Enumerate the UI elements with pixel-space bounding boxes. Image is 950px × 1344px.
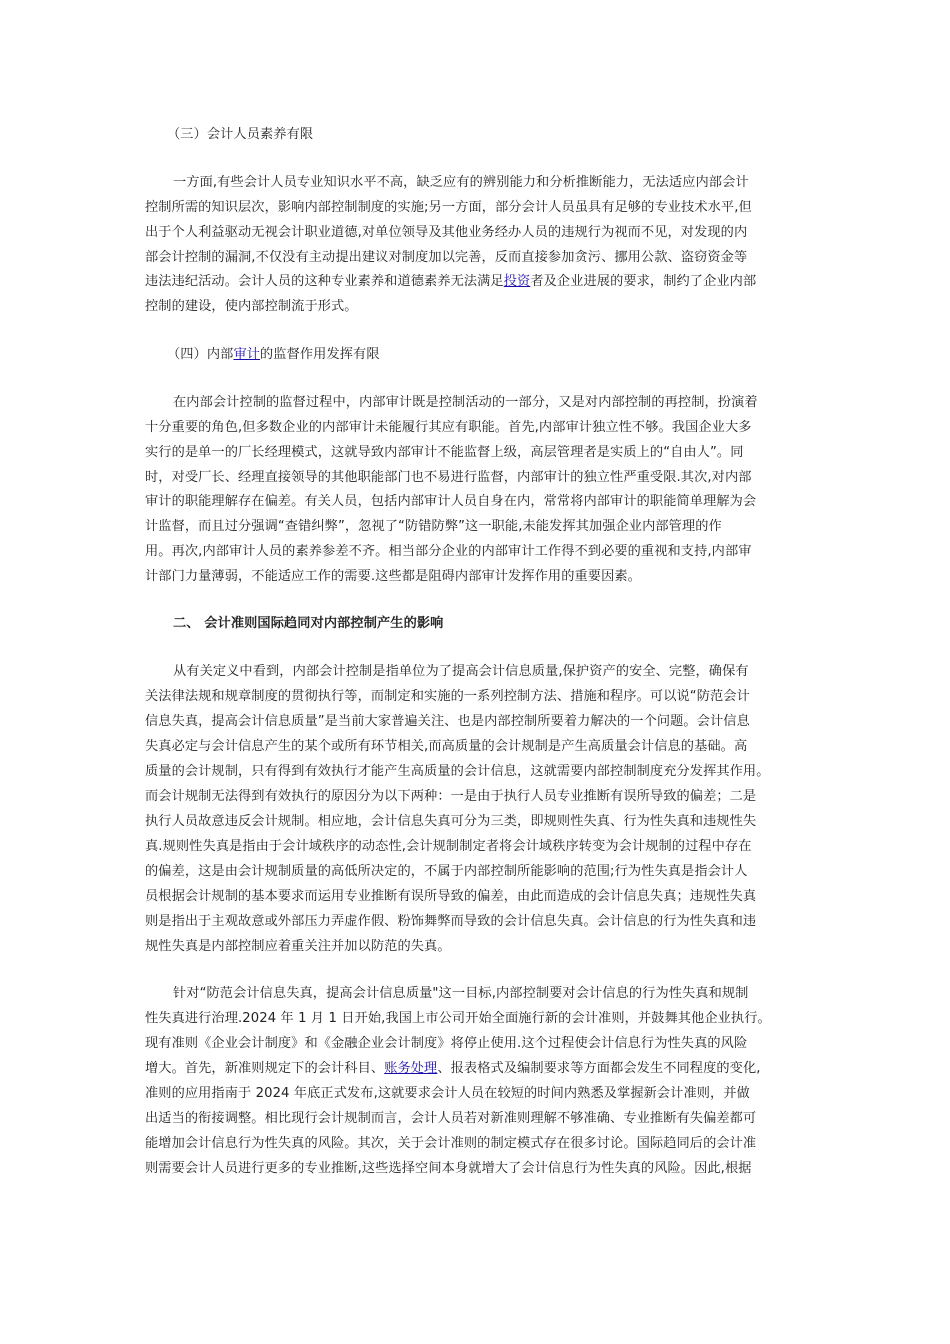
paragraph-line: 用。再次,内部审计人员的素养参差不齐。相当部分企业的内部审计工作得不到必要的重视和支持,内部审 [145, 544, 752, 559]
paragraph-line: 的偏差，这是由会计规制质量的高低所决定的，不属于内部控制所能影响的范围;行为性失真是指会计人 [145, 864, 748, 879]
paragraph-line: 出适当的衔接调整。相比现行会计规制而言，会计人员若对新准则理解不够准确、专业推断有失偏差都可 [145, 1111, 757, 1126]
section-heading-3: （三）会计人员素养有限 [167, 127, 314, 142]
text-span: 、报表格式及编制要求等方面都会发生不同程度的变化, [437, 1061, 761, 1076]
paragraph-line: 计部门力量薄弱，不能适应工作的需要.这些都是阻碍内部审计发挥作用的重要因素。 [145, 569, 641, 584]
paragraph-line [145, 1057, 761, 1081]
text-span: 违法违纪活动。会计人员的这种专业素养和道德素养无法满足 [145, 274, 504, 289]
paragraph-line: 现有准则《企业会计制度》和《金融企业会计制度》将停止使用.这个过程使会计信息行为性失真的风险 [145, 1036, 748, 1051]
paragraph-line: 计监督，而且过分强调“查错纠弊”，忽视了“防错防弊”这一职能,未能发挥其加强企业内部管理的作 [145, 519, 722, 534]
paragraph-line: 十分重要的角色,但多数企业的内部审计未能履行其应有职能。首先,内部审计独立性不够。我国企业大多 [145, 420, 752, 435]
paragraph-line: 性失真进行治理.2024 年 1 月 1 日开始,我国上市公司开始全面施行新的会计准则，并鼓舞其他企业执行。 [145, 1011, 771, 1026]
paragraph-line: 出于个人利益驱动无视会计职业道德,对单位领导及其他业务经办人员的违规行为视而不见，对发现的内 [145, 225, 748, 240]
paragraph-line: 质量的会计规制，只有得到有效执行才能产生高质量的会计信息，这就需要内部控制制度充分发挥其作用。 [145, 764, 770, 779]
paragraph-line: 失真必定与会计信息产生的某个或所有环节相关,而高质量的会计规制是产生高质量会计信息的基础。高 [145, 739, 748, 754]
audit-link[interactable]: 审计 [233, 347, 261, 362]
paragraph-line: 从有关定义中看到，内部会计控制是指单位为了提高会计信息质量,保护资产的安全、完整，确保有 [173, 664, 749, 679]
paragraph-line: 则需要会计人员进行更多的专业推断,这些选择空间本身就增大了会计信息行为性失真的风险。因此,根据 [145, 1161, 752, 1176]
investment-link[interactable]: 投资 [503, 274, 531, 289]
paragraph-line: 时，对受厂长、经理直接领导的其他职能部门也不易进行监督，内部审计的独立性严重受限.其次,对内部 [145, 470, 752, 485]
paragraph-line: 在内部会计控制的监督过程中，内部审计既是控制活动的一部分，又是对内部控制的再控制，扮演着 [173, 395, 758, 410]
text-span: 者及企业进展的要求，制约了企业内部 [530, 274, 757, 289]
paragraph-line: 则是指出于主观故意或外部压力弄虚作假、粉饰舞弊而导致的会计信息失真。会计信息的行为性失真和违 [145, 914, 757, 929]
part-heading-2: 二、 会计准则国际趋同对内部控制产生的影响 [173, 616, 444, 631]
paragraph-line: 信息失真，提高会计信息质量”是当前大家普遍关注、也是内部控制所要着力解决的一个问题。会计信息 [145, 714, 750, 729]
paragraph-line: 规性失真是内部控制应着重关注并加以防范的失真。 [145, 939, 451, 954]
paragraph-line: 关法律法规和规章制度的贯彻执行等，而制定和实施的一系列控制方法、措施和程序。可以说“防范会计 [145, 689, 750, 704]
paragraph-line: 一方面,有些会计人员专业知识水平不高，缺乏应有的辨别能力和分析推断能力，无法适应内部会计 [173, 175, 749, 190]
paragraph-line: 执行人员故意违反会计规制。相应地，会计信息失真可分为三类，即规则性失真、行为性失真和违规性失 [145, 814, 757, 829]
paragraph-line: 员根据会计规制的基本要求而运用专业推断有误所导致的偏差，由此而造成的会计信息失真；违规性失真 [145, 889, 757, 904]
text-span: （四）内部 [167, 347, 234, 362]
paragraph-line: 准则的应用指南于 2024 年底正式发布,这就要求会计人员在较短的时间内熟悉及掌握新会计准则，并做 [145, 1086, 750, 1101]
paragraph-line: 控制所需的知识层次，影响内部控制制度的实施;另一方面，部分会计人员虽具有足够的专业技术水平,但 [145, 200, 752, 215]
paragraph-line: 能增加会计信息行为性失真的风险。其次，关于会计准则的制定模式存在很多讨论。国际趋同后的会计准 [145, 1136, 757, 1151]
paragraph-line: 部会计控制的漏洞,不仅没有主动提出建议对制度加以完善，反而直接参加贪污、挪用公款、盗窃资金等 [145, 250, 748, 265]
accounting-processing-link[interactable]: 账务处理 [384, 1061, 438, 1076]
text-span: 的监督作用发挥有限 [260, 347, 380, 362]
section-heading-4 [167, 343, 380, 367]
paragraph-line: 真.规则性失真是指由于会计域秩序的动态性,会计规制制定者将会计域秩序转变为会计规制的过程中存在 [145, 839, 752, 854]
paragraph-line: 实行的是单一的厂长经理模式，这就导致内部审计不能监督上级，高层管理者是实质上的“自由人”。同 [145, 445, 744, 460]
paragraph-line: 针对“防范会计信息失真，提高会计信息质量"这一目标,内部控制要对会计信息的行为性失真和规制 [173, 986, 749, 1001]
text-span: 增大。首先，新准则规定下的会计科目、 [145, 1061, 385, 1076]
paragraph-line: 控制的建设，使内部控制流于形式。 [145, 299, 358, 314]
paragraph-line: 而会计规制无法得到有效执行的原因分为以下两种：一是由于执行人员专业推断有误所导致的偏差；二是 [145, 789, 757, 804]
paragraph-line: 审计的职能理解存在偏差。有关人员，包括内部审计人员自身在内，常常将内部审计的职能简单理解为会 [145, 494, 757, 509]
paragraph-line [145, 270, 756, 294]
